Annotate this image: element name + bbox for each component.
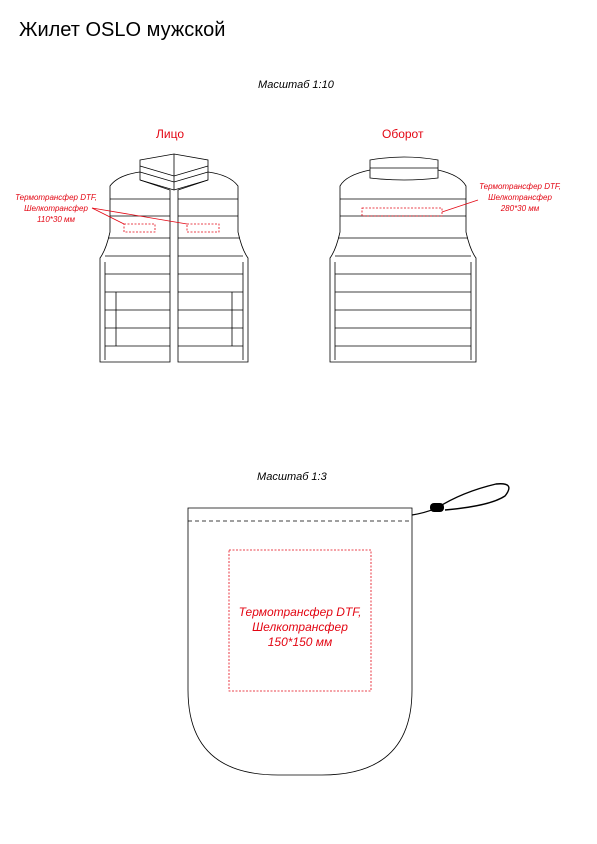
pouch-print-line3: 150*150 мм — [267, 635, 333, 649]
pouch-print-line2: Шелкотрансфер — [252, 620, 348, 634]
front-print-line3: 110*30 мм — [37, 215, 75, 224]
scale-label-top: Масштаб 1:10 — [258, 79, 334, 91]
pouch-print-line1: Термотрансфер DTF, — [238, 605, 362, 619]
back-print-area — [362, 200, 478, 216]
back-view-label: Оборот — [382, 127, 424, 141]
scale-label-bottom: Масштаб 1:3 — [257, 471, 327, 483]
drawstring-toggle — [430, 503, 444, 512]
back-vest-drawing — [330, 157, 476, 362]
back-print-line3: 280*30 мм — [500, 204, 540, 213]
front-print-areas — [92, 208, 219, 232]
page-title: Жилет OSLO мужской — [19, 19, 226, 41]
front-view-label: Лицо — [156, 127, 184, 141]
front-print-line2: Шелкотрансфер — [24, 204, 88, 213]
back-print-note — [470, 181, 570, 214]
back-print-line1: Термотрансфер DTF, — [479, 182, 561, 191]
back-print-line2: Шелкотрансфер — [488, 193, 552, 202]
front-print-note — [6, 192, 106, 225]
pouch-print-note — [225, 605, 375, 650]
front-vest-drawing — [100, 154, 248, 362]
front-print-line1: Термотрансфер DTF, — [15, 193, 97, 202]
